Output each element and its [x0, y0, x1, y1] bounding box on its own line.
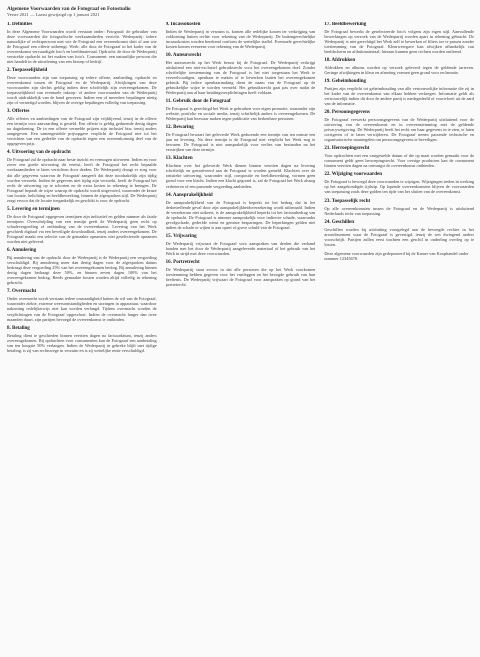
section-body: De Fotograaf bewaart het geleverde Werk gedurende een termijn van ten minste een jaar na levering. Na deze termijn is de Fotograaf niet verplicht het Werk nog te bewaren. De Fotograaf is niet aansprakelijk voor verlies van bestanden na het verstrijken van deze termijn. — [165, 132, 316, 153]
article-section — [7, 289, 157, 321]
section-body: Deze voorwaarden zijn van toepassing op iedere offerte, aanbieding, opdracht en overeenkomst tussen de Fotograaf en de Wederpartij. Afwijkingen van deze voorwaarden zijn slechts geldig indien deze schriftelijk zijn overeengekomen. De toepasselijkheid van eventuele inkoop- of andere voorwaarden van de Wederpartij wordt uitdrukkelijk van de hand gewezen. Indien een of meerdere bepalingen nietig zijn of vernietigd worden, blijven de overige bepalingen volledig van toepassing. — [7, 74, 157, 106]
article-section — [324, 172, 474, 194]
section-body: De Fotograaf zal de opdracht naar beste inzicht en vermogen uitvoeren. Indien en voor zover een goede uitvoering dit vereist, heeft de Fotograaf het recht bepaalde werkzaamheden te laten verrichten door derden. De Wederpartij draagt er zorg voor dat alle gegevens waarvan de Fotograaf aangeeft dat deze noodzakelijk zijn tijdig worden verstrekt. Indien de gegevens niet tijdig zijn verstrekt, heeft de Fotograaf het recht de uitvoering op te schorten en de extra kosten in rekening te brengen. De Fotograaf bepaalt de wijze waarop de opdracht wordt uitgevoerd, waaronder de keuze van locatie, belichting en beeldbewerking, binnen de afgesproken stijl. De Wederpartij zorgt ervoor dat de locatie toegankelijk en geschikt is voor de opdracht. — [7, 157, 157, 203]
section-heading: 3. Offertes — [7, 109, 30, 115]
article-section — [7, 68, 157, 105]
section-body: De door de Fotograaf opgegeven termijnen zijn indicatief en gelden nimmer als fatale termijnen. Overschrijding van een termijn geeft de Wederpartij geen recht op schadevergoeding of ontbinding van de overeenkomst. Levering van het Werk geschiedt digitaal via een beveiligde downloadlink, tenzij anders overeengekomen. De Fotograaf maakt een selectie van de gemaakte opnamen; niet geselecteerde opnamen worden niet geleverd. — [7, 213, 157, 245]
section-body: De aansprakelijkheid van de Fotograaf is beperkt tot het bedrag dat in het desbetreffende geval door zijn aansprakelijkheidsverzekering wordt uitbetaald. Indien de verzekeraar niet uitkeert, is de aansprakelijkheid beperkt tot het factuurbedrag van de opdracht. De Fotograaf is nimmer aansprakelijk voor indirecte schade, waaronder gevolgschade, gederfde winst en gemiste besparingen. De beperkingen gelden niet indien de schade te wijten is aan opzet of grove schuld van de Fotograaf. — [165, 199, 316, 230]
section-heading: 2. Toepasselijkheid — [7, 67, 48, 73]
article-section — [166, 193, 316, 230]
section-heading: 5. Levering en termijnen — [7, 206, 60, 212]
column-3 — [324, 22, 474, 652]
section-body: De Wederpartij staat ervoor in dat alle personen die op het Werk voorkomen toestemming hebben gegeven voor het vastleggen en het beoogde gebruik van hun beeltenis. De Wederpartij vrijwaart de Fotograaf voor aanspraken op grond van het portretrecht. — [165, 267, 316, 288]
article-section — [324, 146, 474, 168]
section-body: In deze Algemene Voorwaarden wordt verstaan onder: Fotograaf: de gebruiker van deze voorwaarden die fotografische werkzaamheden verricht. Wederpartij: iedere natuurlijke of rechtspersoon met wie de Fotograaf een overeenkomst sluit of aan wie de Fotograaf een offerte uitbrengt. Werk: alle door de Fotograaf in het kader van de overeenkomst vervaardigde foto's en beeldmateriaal. Opdracht: de door de Wederpartij verstrekte opdracht tot het maken van foto's. Consument: een natuurlijke persoon die niet handelt in de uitoefening van een beroep of bedrijf. — [7, 28, 157, 64]
section-heading: 11. Gebruik door de Fotograaf — [165, 99, 231, 105]
document-title: Algemene Voorwaarden van de Fotograaf en Fotostudio — [7, 6, 131, 12]
article-section — [324, 58, 474, 75]
document-columns — [7, 22, 474, 652]
section-body: Betaling dient te geschieden binnen veertien dagen na factuurdatum, tenzij anders overeengekomen. Bij opdrachten voor consumenten kan de Fotograaf een aanbetaling van ten hoogste 50% verlangen. Indien de Wederpartij in gebreke blijft met tijdige betaling, is zij van rechtswege in verzuim en is zij wettelijke rente verschuldigd. — [7, 332, 157, 353]
article-section — [7, 22, 157, 64]
section-heading: 19. Geheimhouding — [324, 78, 367, 84]
article-section — [324, 199, 474, 216]
section-heading: 10. Auteursrecht — [165, 52, 202, 58]
article-section — [7, 207, 157, 244]
article-section — [166, 99, 316, 121]
article-section — [7, 326, 157, 353]
section-body: Voor opdrachten met een vastgestelde datum of die op maat worden gemaakt voor de consument geldt geen herroepingsrecht. Voor overige producten kan de consument binnen veertien dagen na ontvangst de overeenkomst ontbinden. — [324, 153, 474, 169]
section-body: De Fotograaf bewerkt de geselecteerde foto's volgens zijn eigen stijl. Aanvullende bewerkingen op verzoek van de Wederpartij worden apart in rekening gebracht. De Wederpartij is niet gerechtigd het Werk zelf te bewerken of filters toe te passen zonder toestemming van de Fotograaf. Kleurweergave kan afwijken afhankelijk van beeldscherm en afdrukmateriaal; hieraan kunnen geen rechten worden ontleend. — [324, 28, 474, 54]
section-heading: 20. Persoonsgegevens — [324, 110, 370, 116]
section-heading: 21. Herroepingsrecht — [324, 146, 370, 152]
section-heading: 24. Geschillen — [324, 219, 355, 225]
section-body: De Fotograaf is gerechtigd het Werk te gebruiken voor eigen promotie, waaronder zijn website, portfolio en sociale media, tenzij schriftelijk anders is overeengekomen. De Wederpartij kan bezwaar maken tegen publicatie van herkenbare personen. — [165, 106, 316, 122]
section-body: Onder overmacht wordt verstaan iedere omstandigheid buiten de wil van de Fotograaf, waaronder ziekte, extreme weersomstandigheden en storingen in apparatuur, waardoor nakoming redelijkerwijs niet kan worden verlangd. Tijdens overmacht worden de verplichtingen van de Fotograaf opgeschort. Indien de overmacht langer dan twee maanden duurt, zijn partijen bevoegd de overeenkomst te ontbinden. — [7, 296, 157, 322]
section-body: De Fotograaf verwerkt persoonsgegevens van de Wederpartij uitsluitend voor de uitvoering van de overeenkomst en in overeenstemming met de geldende privacywetgeving. De Wederpartij heeft het recht om haar gegevens in te zien, te laten corrigeren of te laten verwijderen. De Fotograaf neemt passende technische en organisatorische maatregelen om persoonsgegevens te beveiligen. — [324, 117, 474, 143]
section-heading: 13. Klachten — [165, 156, 193, 162]
article-section — [166, 125, 316, 152]
article-section — [324, 220, 474, 247]
section-heading: 1. Definities — [7, 21, 33, 27]
section-heading: 4. Uitvoering van de opdracht — [7, 150, 71, 156]
section-body: Partijen zijn verplicht tot geheimhouding van alle vertrouwelijke informatie die zij in het kader van de overeenkomst van elkaar hebben verkregen. Informatie geldt als vertrouwelijk indien dit door de andere partij is medegedeeld of voortvloeit uit de aard van de informatie. — [324, 85, 474, 106]
article-section — [7, 150, 157, 202]
footer-note: Deze algemene voorwaarden zijn gedeponeerd bij de Kamer van Koophandel onder nummer 12345678. — [324, 250, 469, 261]
article-section — [324, 79, 474, 106]
document-meta: Versie 2021 — Laatst gewijzigd op 1 januari 2021 — [7, 12, 100, 17]
section-heading: 17. Beeldbewerking — [324, 21, 367, 27]
article-section — [166, 260, 316, 287]
section-heading: 18. Afdrukken — [324, 57, 356, 63]
article-section — [324, 110, 474, 142]
section-body: Bij annulering van de opdracht door de Wederpartij is de Wederpartij een vergoeding verschuldigd. Bij annulering meer dan dertig dagen voor de afgesproken datum bedraagt deze vergoeding 25% van het overeengekomen bedrag. Bij annulering binnen dertig dagen bedraagt deze 50%, en binnen zeven dagen 100% van het overeengekomen bedrag. Reeds gemaakte kosten worden altijd volledig in rekening gebracht. — [7, 255, 157, 286]
section-heading: 6. Annulering — [7, 248, 37, 254]
section-body: Indien de Wederpartij in verzuim is, komen alle redelijke kosten ter verkrijging van voldoening buiten rechte voor rekening van de Wederpartij. De buitengerechtelijke incassokosten worden berekend conform de wettelijke staffel. Eventuele gerechtelijke kosten komen eveneens voor rekening van de Wederpartij. — [165, 28, 316, 49]
section-body: Op alle overeenkomsten tussen de Fotograaf en de Wederpartij is uitsluitend Nederlands recht van toepassing. — [324, 205, 474, 216]
section-heading: 12. Bewaring — [165, 125, 194, 131]
section-body: Afdrukken en albums worden op verzoek geleverd tegen de geldende tarieven. Geringe afwijkingen in kleur en afmeting vormen geen grond voor reclamatie. — [324, 64, 474, 75]
article-section — [7, 109, 157, 146]
section-heading: 9. Incassokosten — [165, 21, 201, 27]
article-section — [324, 22, 474, 54]
document-header — [7, 6, 474, 18]
article-section — [166, 22, 316, 49]
section-heading: 16. Portretrecht — [165, 260, 200, 265]
section-body: De Fotograaf is bevoegd deze voorwaarden te wijzigen. Wijzigingen treden in werking op het aangekondigde tijdstip. Op lopende overeenkomsten blijven de voorwaarden van toepassing zoals deze golden ten tijde van het sluiten van de overeenkomst. — [324, 179, 474, 195]
column-1 — [7, 22, 157, 652]
section-heading: 22. Wijziging voorwaarden — [324, 172, 383, 178]
section-heading: 14. Aansprakelijkheid — [165, 192, 213, 198]
article-section — [166, 234, 316, 256]
section-heading: 23. Toepasselijk recht — [324, 198, 371, 204]
section-body: Geschillen worden bij uitsluiting voorgelegd aan de bevoegde rechter in het arrondissement waar de Fotograaf is gevestigd, tenzij de wet dwingend anders voorschrijft. Partijen zullen eerst trachten een geschil in onderling overleg op te lossen. — [324, 226, 474, 247]
section-heading: 7. Overmacht — [7, 289, 37, 295]
section-heading: 8. Betaling — [7, 325, 30, 331]
article-section — [166, 156, 316, 188]
section-body: Alle offertes en aanbiedingen van de Fotograaf zijn vrijblijvend, tenzij in de offerte een termijn voor aanvaarding is gesteld. Een offerte is geldig gedurende dertig dagen na dagtekening. De in een offerte vermelde prijzen zijn inclusief btw, tenzij anders aangegeven. Een samengestelde prijsopgave verplicht de Fotograaf niet tot het verrichten van een gedeelte van de opdracht tegen een overeenkomstig deel van de opgegeven prijs. — [7, 116, 157, 147]
section-heading: 15. Vrijwaring — [165, 233, 197, 239]
section-body: De Wederpartij vrijwaart de Fotograaf voor aanspraken van derden die verband houden met het door de Wederpartij aangeleverde materiaal of het gebruik van het Werk in strijd met deze voorwaarden. — [165, 240, 316, 256]
column-2 — [166, 22, 316, 652]
article-section — [7, 248, 157, 285]
section-body: Het auteursrecht op het Werk berust bij de Fotograaf. De Wederpartij verkrijgt uitsluitend een niet-exclusief gebruiksrecht voor het overeengekomen doel. Zonder schriftelijke toestemming van de Fotograaf is het niet toegestaan het Werk te verveelvoudigen, openbaar te maken of te bewerken buiten het overeengekomen gebruik. Bij iedere openbaarmaking dient de naam van de Fotograaf op de gebruikelijke wijze te worden vermeld. Het gebruiksrecht gaat pas over nadat de Wederpartij aan al haar betalingsverplichtingen heeft voldaan. — [165, 59, 316, 95]
section-body: Klachten over het geleverde Werk dienen binnen veertien dagen na levering schriftelijk en gemotiveerd aan de Fotograaf te worden gemeld. Klachten over de artistieke uitvoering, waaronder stijl, compositie en beeldbewerking, vormen geen grond voor een klacht. Indien een klacht gegrond is, zal de Fotograaf het Werk alsnog verbeteren of een passende vergoeding aanbieden. — [165, 163, 316, 189]
article-section — [166, 53, 316, 95]
